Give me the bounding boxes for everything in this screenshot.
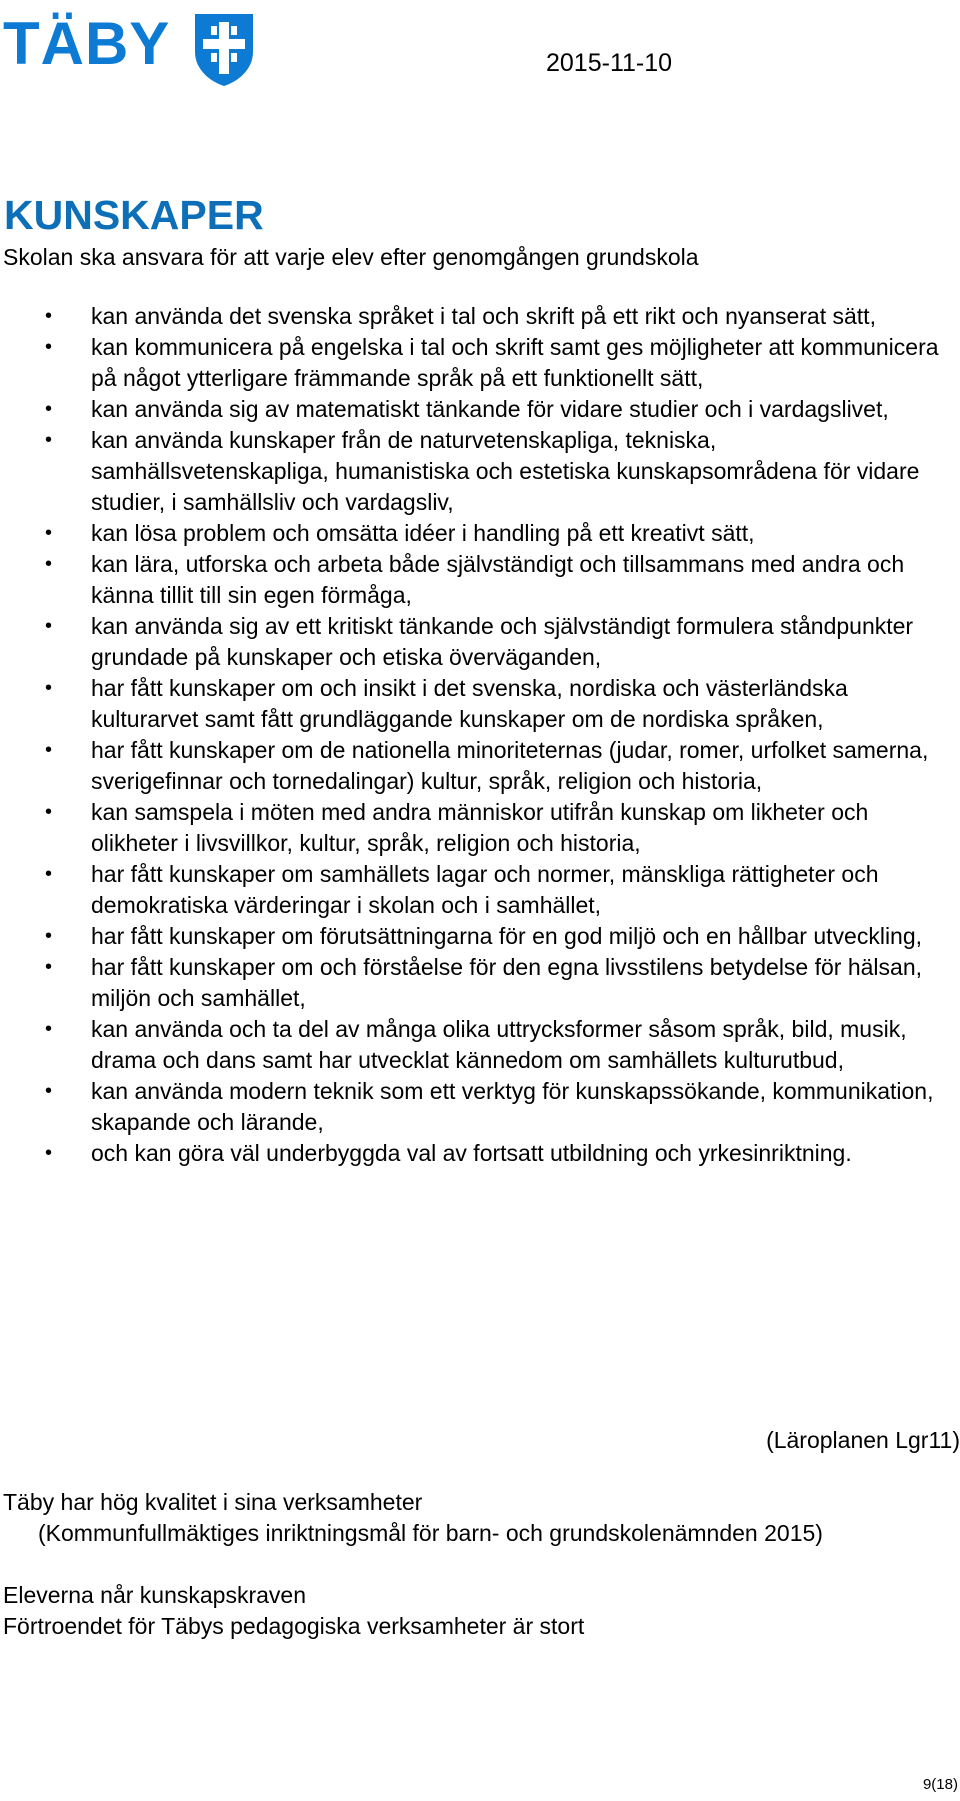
- list-item: • kan använda sig av matematiskt tänkande för vidare studier och i vardagslivet,: [0, 394, 960, 425]
- bullet-icon: •: [45, 522, 53, 544]
- bullet-icon: •: [45, 739, 53, 761]
- list-item: • kan använda sig av ett kritiskt tänkande och självständigt formulera ståndpunkter grundade på kunskaper och etiska överväganden,: [45, 613, 914, 670]
- list-item: • har fått kunskaper om och insikt i det svenska, nordiska och västerländska kulturarvet samt fått grundläggande kunskaper om de nordiska språken,: [45, 675, 848, 732]
- bullet-icon: •: [45, 336, 53, 358]
- bullet-icon: •: [45, 677, 53, 699]
- list-item: • kan använda det svenska språket i tal och skrift på ett rikt och nyanserat sätt,: [0, 301, 960, 332]
- bullet-icon: •: [45, 1142, 53, 1164]
- bullet-icon: •: [45, 863, 53, 885]
- bullet-icon: •: [45, 553, 53, 575]
- list-item: • och kan göra väl underbyggda val av fortsatt utbildning och yrkesinriktning.: [0, 1138, 960, 1169]
- list-item: • kan kommunicera på engelska i tal och skrift samt ges möjligheter att kommunicera på något ytterligare främmande språk på ett funktionellt sätt,: [45, 334, 939, 391]
- bullet-icon: •: [45, 801, 53, 823]
- list-item: • har fått kunskaper om förutsättningarna för en god miljö och en hållbar utveckling,: [0, 921, 960, 952]
- list-item: • kan använda modern teknik som ett verktyg för kunskapssökande, kommunikation, skapande och lärande,: [45, 1078, 934, 1135]
- shield-cross-icon: [193, 12, 255, 88]
- list-item: • kan samspela i möten med andra människor utifrån kunskap om likheter och olikheter i livsvillkor, kultur, språk, religion och historia,: [45, 799, 869, 856]
- list-item: • kan lösa problem och omsätta idéer i handling på ett kreativt sätt,: [0, 518, 960, 549]
- list-item: • har fått kunskaper om de nationella minoriteternas (judar, romer, urfolket samerna, sverigefinnar och tornedalingar) kultur, språk, religion och historia,: [45, 737, 929, 794]
- goals-list: [0, 301, 960, 1169]
- bullet-icon: •: [45, 925, 53, 947]
- logo-text: TÄBY: [3, 10, 171, 77]
- bullet-icon: •: [45, 1018, 53, 1040]
- section-title: KUNSKAPER: [4, 192, 264, 238]
- list-item: • kan använda och ta del av många olika uttrycksformer såsom språk, bild, musik, drama och dans samt har utvecklat kännedom om samhällets kulturutbud,: [45, 1016, 907, 1073]
- logo: [3, 6, 253, 82]
- goal-line: Eleverna når kunskapskraven: [3, 1582, 306, 1608]
- bullet-icon: •: [45, 429, 53, 451]
- goal-line: Förtroendet för Täbys pedagogiska verksamheter är stort: [3, 1613, 585, 1639]
- list-item: • har fått kunskaper om och förståelse för den egna livsstilens betydelse för hälsan, miljön och samhället,: [45, 954, 923, 1011]
- bullet-icon: •: [45, 956, 53, 978]
- bullet-icon: •: [45, 305, 53, 327]
- section-intro: Skolan ska ansvara för att varje elev efter genomgången grundskola: [3, 244, 699, 270]
- list-item: • kan använda kunskaper från de naturvetenskapliga, tekniska, samhällsvetenskapliga, humanistiska och estetiska kunskapsområdena för vidare studier, i samhällsliv och vardagsliv,: [45, 427, 920, 515]
- list-item: • kan lära, utforska och arbeta både självständigt och tillsammans med andra och känna tillit till sin egen förmåga,: [45, 551, 905, 608]
- list-item: • har fått kunskaper om samhällets lagar och normer, mänskliga rättigheter och demokratiska värderingar i skolan och i samhället,: [45, 861, 879, 918]
- source-citation: (Läroplanen Lgr11): [766, 1427, 960, 1453]
- page-number: 9(18): [922, 1776, 958, 1793]
- quality-source: (Kommunfullmäktiges inriktningsmål för barn- och grundskolenämnden 2015): [38, 1520, 823, 1546]
- quality-statement: Täby har hög kvalitet i sina verksamheter: [3, 1489, 423, 1515]
- bullet-icon: •: [45, 398, 53, 420]
- bullet-icon: •: [45, 1080, 53, 1102]
- bullet-icon: •: [45, 615, 53, 637]
- document-date: 2015-11-10: [546, 49, 673, 77]
